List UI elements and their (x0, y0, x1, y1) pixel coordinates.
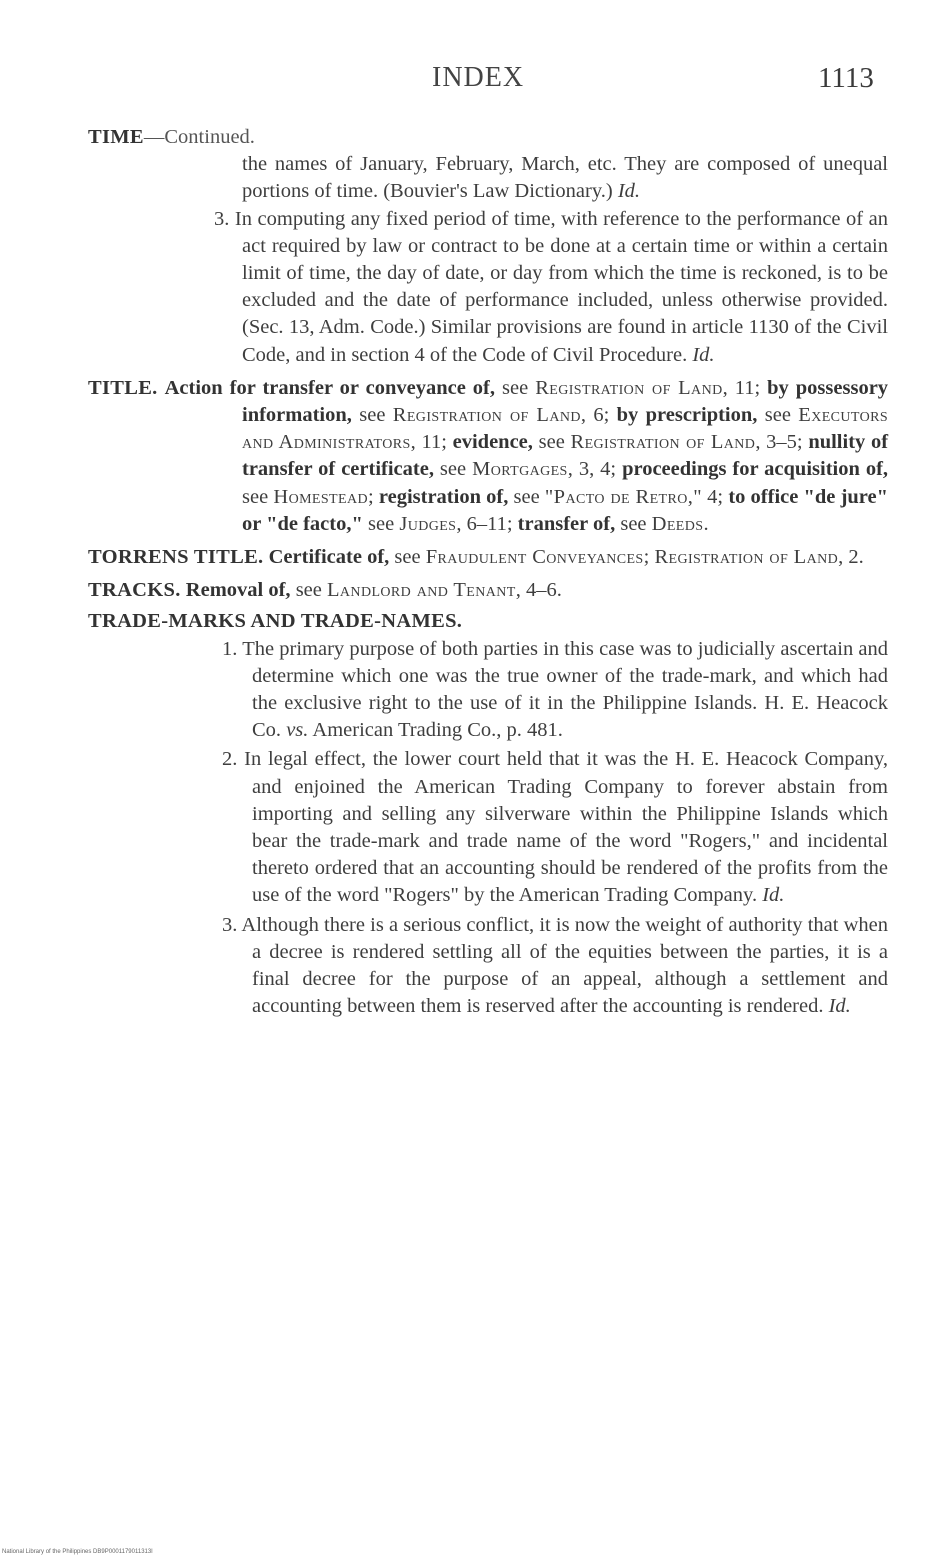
citation: Id. (828, 995, 851, 1018)
see-label: see (368, 512, 395, 535)
trade-marks-item-1 (88, 636, 888, 745)
ref-tail: 4; (702, 485, 724, 508)
see-label: see (439, 458, 467, 481)
ref-tail: , 11; (722, 376, 761, 399)
page-title: INDEX (432, 62, 525, 93)
cross-ref: Registration of Land (535, 376, 723, 399)
headword: TIME (88, 126, 144, 148)
entry-tracks (88, 577, 888, 604)
time-item-3 (88, 206, 888, 369)
see-label: see (394, 546, 421, 569)
ref-tail: , 3, 4; (567, 458, 617, 481)
item-tail: American Trading Co., p. 481. (312, 719, 563, 742)
page-number: 1113 (818, 62, 874, 94)
subentry: Action for transfer or conveyance of, (164, 376, 496, 399)
entry-time (88, 124, 888, 369)
item-text: In computing any fixed period of time, with reference to the performance of an act required by law or contract to be done at a certain time or within a certain limit of time, the day of date, or day from which the time is reckoned, is to be excluded and the date of performance included, unless otherwise provided. (Sec. 13, Adm. Code.) Similar provisions are found in article 1130 of the Civil Code, and in section 4 of the Code of Civil Procedure. (234, 207, 889, 366)
subentry: by prescription, (616, 404, 758, 427)
ref-tail: , 6; (580, 404, 610, 427)
headword: TORRENS TITLE. (88, 546, 264, 569)
item-number: 2. (222, 748, 238, 771)
ref-tail: , 3–5; (755, 431, 803, 454)
item-number: 1. (222, 637, 238, 660)
running-head (0, 62, 952, 98)
entry-trade-marks (88, 608, 888, 1020)
subentry: Removal of, (185, 579, 291, 602)
subentry: proceedings for acquisition of, (622, 458, 889, 481)
ref-tail: , 2. (838, 546, 864, 569)
trade-marks-item-2 (88, 746, 888, 909)
see-label: see (513, 485, 540, 508)
subentry: transfer of, (517, 512, 616, 535)
subentry: to office "de jure" or "de facto," (242, 485, 889, 535)
subentry: Certificate of, (268, 546, 390, 569)
item-number: 3. (214, 207, 230, 230)
ref-separator: ; (643, 546, 650, 569)
cross-ref: Executors and Administrators (242, 404, 889, 454)
item-text: In legal effect, the lower court held that it was the H. E. Heacock Company, and enjoined the American Trading Company to forever abstain from importing and selling any silverware within the Philippine Islands which bear the trade-mark and trade name of the word "Rogers," and incidental thereto ordered that an accounting should be rendered of the profits from the use of the word "Rogers" by the American Trading Company. (244, 748, 889, 907)
cross-ref: Judges (399, 512, 457, 535)
ref-tail: , 6–11; (456, 512, 513, 535)
cross-ref: Deeds (651, 512, 704, 535)
subentry: by possessory information, (242, 376, 889, 427)
cross-ref: Homestead (273, 485, 368, 508)
cross-ref: Mortgages (472, 458, 568, 481)
subentry: nullity of transfer of certificate, (242, 431, 889, 481)
item-number: 3. (222, 913, 238, 936)
cross-ref: Fraudulent Conveyances (425, 546, 644, 569)
citation: Id. (762, 884, 785, 907)
trade-marks-item-3 (88, 912, 888, 1021)
see-label: see (359, 404, 386, 427)
cross-ref: Registration of Land (570, 431, 756, 454)
item-text: The primary purpose of both parties in this case was to judicially ascertain and determine which one was the true owner of the trade-mark, and which had the exclusive right to the use of it in the Philippine Islands. H. E. Heacock Co. (242, 637, 888, 742)
ref-tail: , 11; (410, 431, 447, 454)
headword: TITLE. (88, 376, 158, 399)
versus: vs. (286, 719, 309, 742)
cross-ref: Registration of Land (392, 404, 581, 427)
index-entries (88, 124, 888, 1027)
entry-time-heading (88, 124, 888, 151)
ref-tail: , 4–6. (515, 579, 562, 602)
cross-ref: "Pacto de Retro," (544, 485, 703, 508)
continued-label: —Continued. (143, 126, 255, 148)
cross-ref: Registration of Land (654, 546, 839, 569)
item-text: Although there is a serious conflict, it is now the weight of authority that when a decree is rendered settling all of the equities between the parties, it is a final decree for the purpose of an appeal, although a settlement and accounting between them is reserved after the accounting is rendered. (241, 913, 888, 1018)
para-text: the names of January, February, March, etc. They are composed of unequal portions of time. (Bouvier's Law Dictionary.) (242, 153, 888, 203)
headword: TRACKS. (88, 579, 181, 602)
see-label: see (242, 485, 269, 508)
ref-tail: . (703, 512, 709, 535)
see-label: see (764, 404, 791, 427)
see-label: see (295, 579, 322, 602)
entry-trade-marks-heading (88, 608, 888, 635)
time-para-continuation (88, 151, 888, 205)
see-label: see (538, 431, 565, 454)
cross-ref: Landlord and Tenant (327, 579, 516, 602)
entry-title (88, 375, 888, 538)
citation: Id. (617, 180, 641, 203)
subentry: evidence, (452, 431, 533, 454)
headword: TRADE-MARKS AND TRADE-NAMES. (88, 610, 463, 633)
scan-footer: National Library of the Philippines DB9P0001179011313l (2, 1549, 153, 1555)
citation: Id. (692, 343, 715, 366)
see-label: see (502, 376, 529, 399)
see-label: see (620, 512, 647, 535)
entry-torrens-title (88, 544, 888, 571)
ref-tail: ; (368, 485, 374, 508)
subentry: registration of, (378, 485, 509, 508)
